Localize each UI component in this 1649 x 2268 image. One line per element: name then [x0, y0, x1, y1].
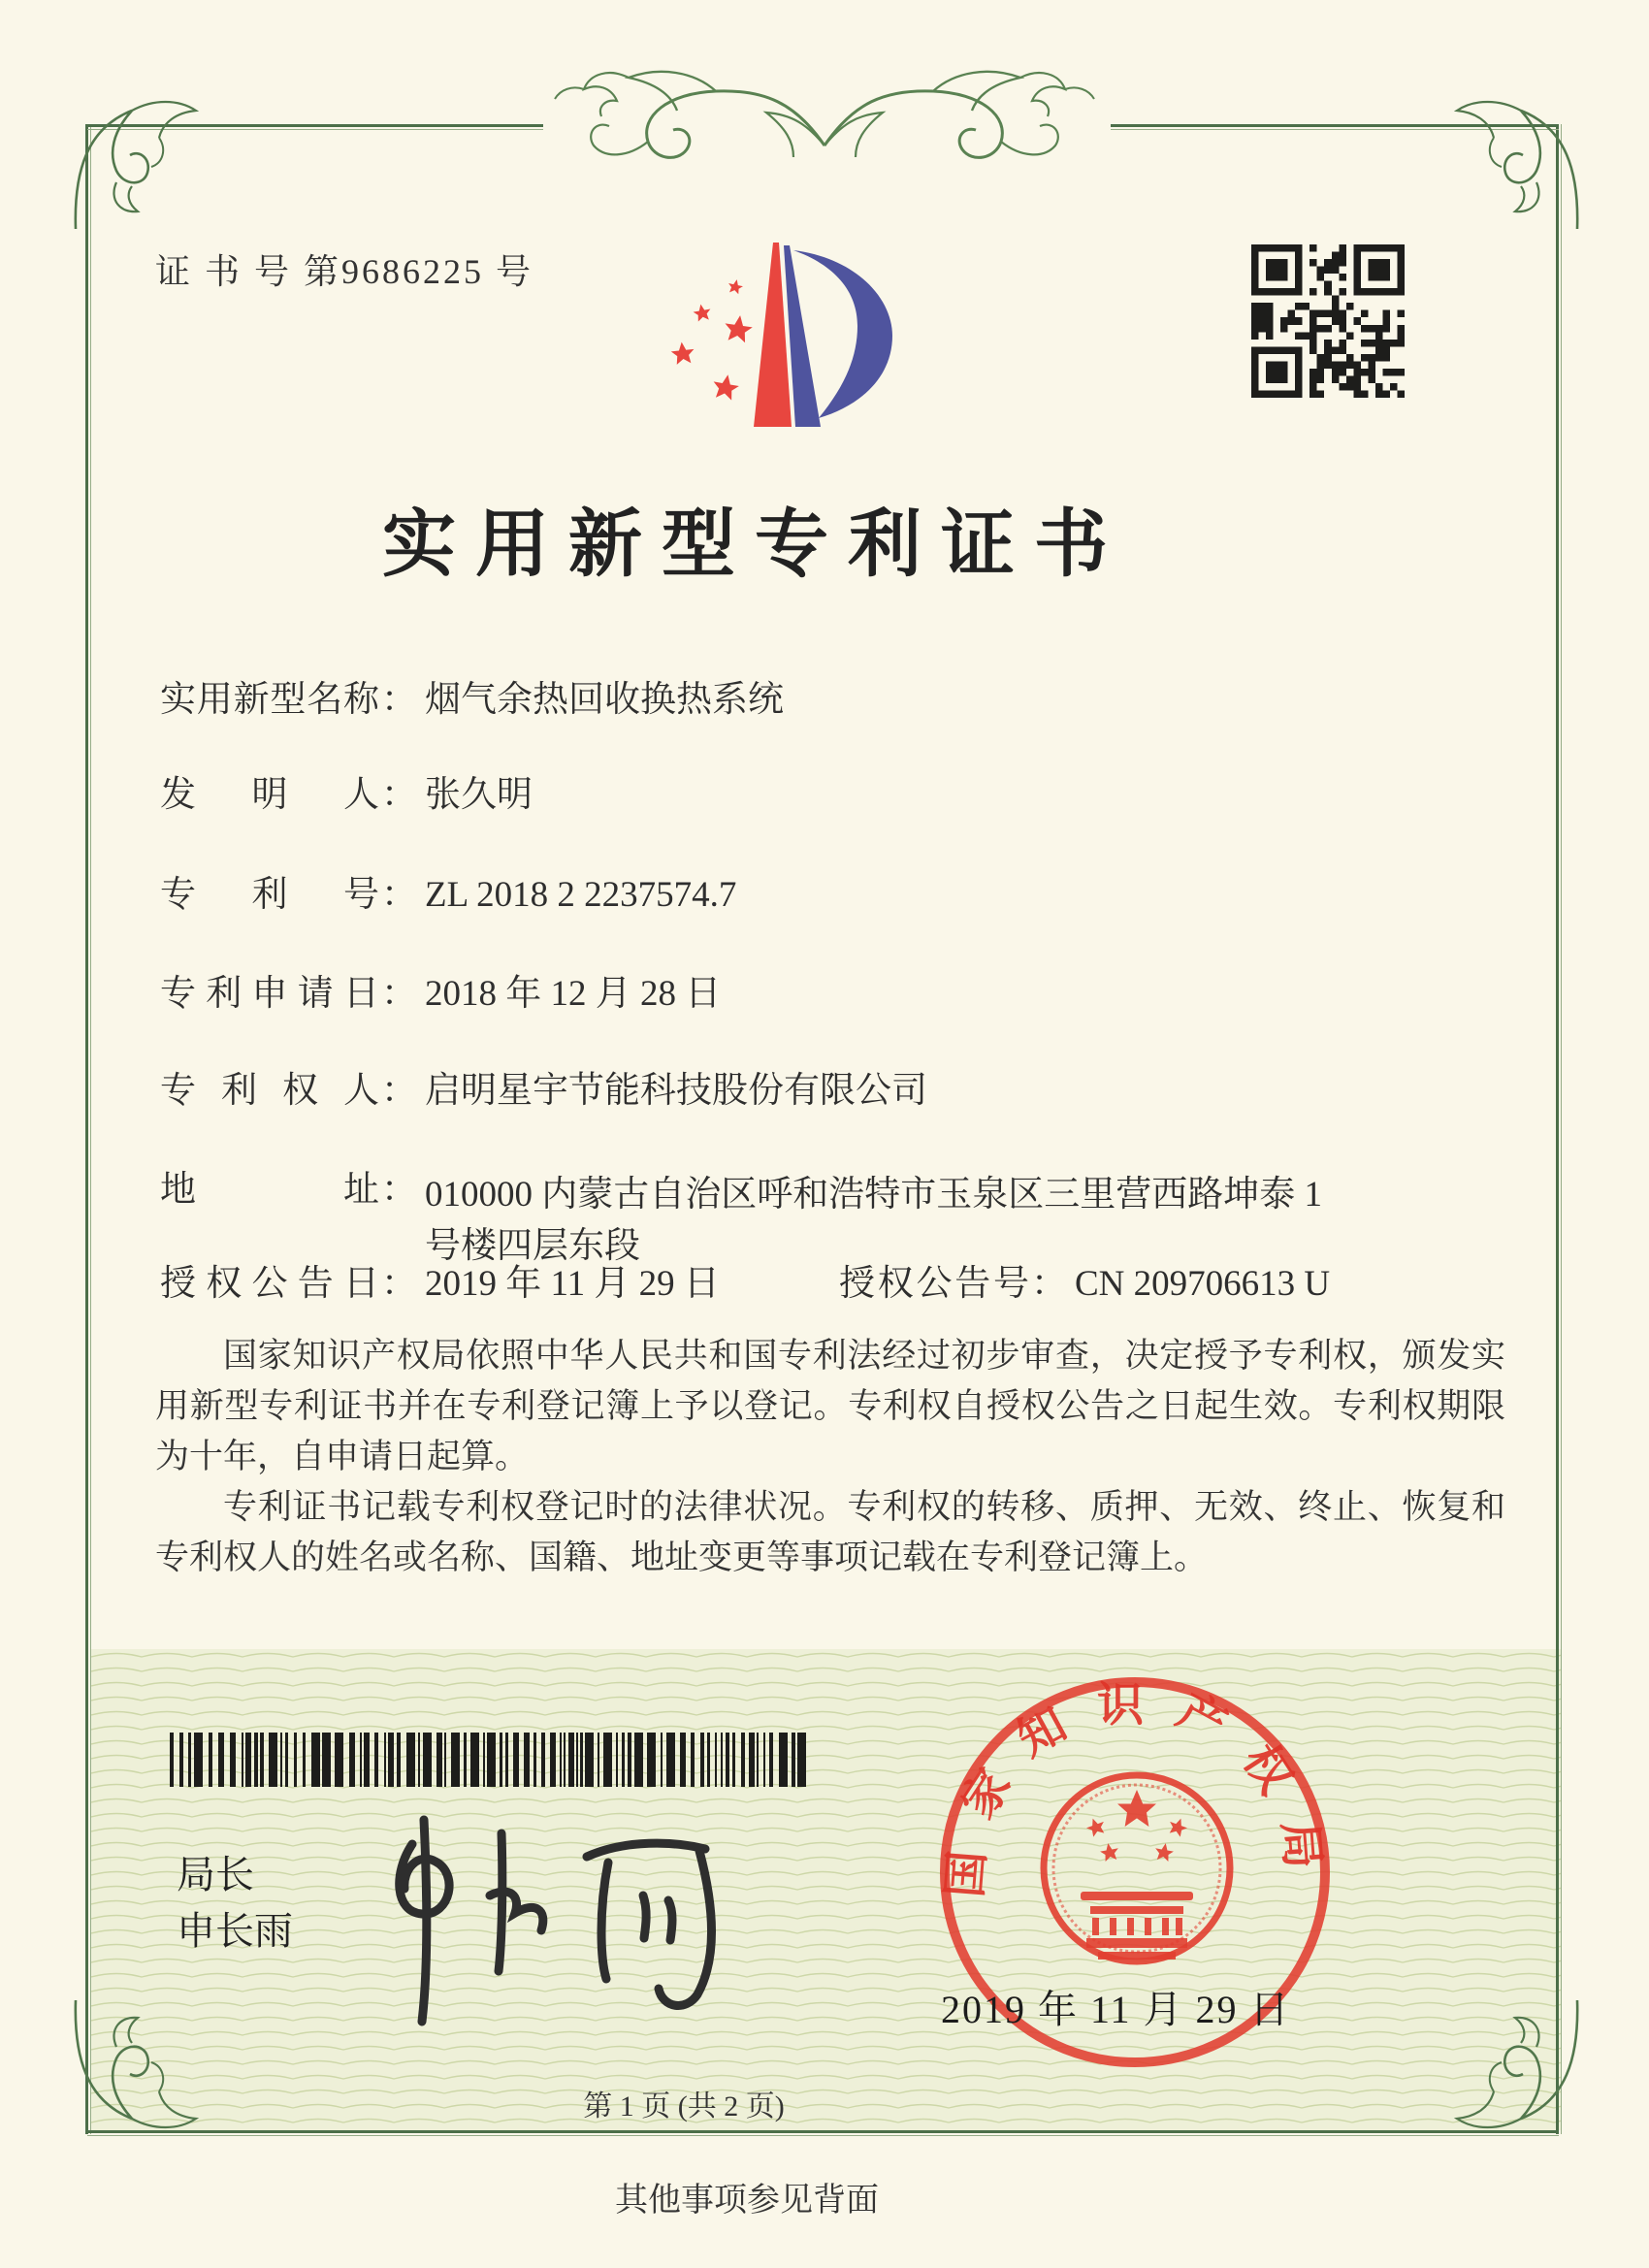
certificate-title: 实用新型专利证书	[382, 504, 1127, 586]
field-value: CN 209706613 U	[1075, 1264, 1331, 1304]
national-emblem-icon	[1044, 1775, 1230, 1961]
field-label: 授权公告号	[839, 1264, 1029, 1304]
field-label: 实用新型名称	[160, 680, 379, 720]
field-colon: ：	[381, 775, 417, 815]
field-label: 授权公告日	[160, 1264, 379, 1304]
field-label: 专利权人	[160, 1071, 379, 1111]
certificate-number: 证 书 号 第9686225 号	[155, 252, 534, 291]
barcode	[170, 1733, 839, 1787]
signer-block	[177, 1847, 293, 1960]
back-side-note: 其他事项参见背面	[615, 2183, 879, 2219]
corner-ornament-bottom-right	[1438, 1994, 1583, 2140]
field-row-grant-date	[160, 1263, 1331, 1306]
field-label: 地址	[160, 1170, 379, 1210]
field-group-grant-number	[839, 1263, 1330, 1306]
field-colon: ：	[381, 1071, 417, 1111]
cnipa-logo-icon	[629, 221, 929, 439]
field-label: 专利申请日	[160, 974, 379, 1014]
legal-text	[155, 1331, 1505, 1583]
signature-handwriting	[354, 1800, 771, 2043]
dragon-flourish-ornament	[504, 56, 1145, 182]
border-bottom	[87, 2130, 1559, 2136]
field-label: 发明人	[160, 775, 379, 815]
field-value: ZL 2018 2 2237574.7	[425, 875, 737, 915]
field-value: 2018 年 12 月 28 日	[425, 974, 722, 1014]
field-row-patentee	[160, 1070, 927, 1113]
field-row-utility-name	[160, 679, 784, 722]
field-value: 2019 年 11 月 29 日	[425, 1264, 720, 1304]
corner-ornament-top-left	[70, 89, 215, 235]
field-colon: ：	[1031, 1264, 1067, 1304]
field-colon: ：	[381, 1170, 417, 1210]
field-value: 启明星宇节能科技股份有限公司	[425, 1071, 927, 1111]
field-row-address	[160, 1169, 1346, 1272]
field-colon: ：	[381, 974, 417, 1014]
svg-text:国家知识产权局	[940, 1680, 1331, 1899]
field-row-patent-number	[160, 874, 736, 917]
field-row-filing-date	[160, 973, 721, 1016]
qr-code	[1251, 244, 1405, 398]
signer-name: 申长雨	[177, 1910, 293, 1953]
field-colon: ：	[381, 1264, 417, 1304]
page-number: 第 1 页 (共 2 页)	[583, 2090, 785, 2122]
seal-text: 国家知识产权局	[939, 1679, 1331, 1900]
field-label: 专利号	[160, 875, 379, 915]
field-value: 张久明	[425, 775, 533, 815]
field-row-inventor	[160, 774, 533, 817]
corner-ornament-top-right	[1438, 89, 1583, 235]
field-value: 烟气余热回收换热系统	[425, 680, 784, 720]
signer-title: 局长	[177, 1854, 254, 1896]
legal-paragraph-1: 国家知识产权局依照中华人民共和国专利法经过初步审查，决定授予专利权，颁发实用新型专利证书并在专利登记簿上予以登记。专利权自授权公告之日起生效。专利权期限为十年，自申请日起算。	[155, 1337, 1505, 1475]
seal-date: 2019 年 11 月 29 日	[941, 1988, 1291, 2031]
field-colon: ：	[381, 875, 417, 915]
border-left	[85, 124, 91, 2134]
border-right	[1556, 124, 1562, 2134]
field-value: 010000 内蒙古自治区呼和浩特市玉泉区三里营西路坤泰 1 号楼四层东段	[425, 1175, 1322, 1266]
field-colon: ：	[381, 680, 417, 720]
legal-paragraph-2: 专利证书记载专利权登记时的法律状况。专利权的转移、质押、无效、终止、恢复和专利权人的姓名或名称、国籍、地址变更等事项记载在专利登记簿上。	[155, 1488, 1505, 1576]
